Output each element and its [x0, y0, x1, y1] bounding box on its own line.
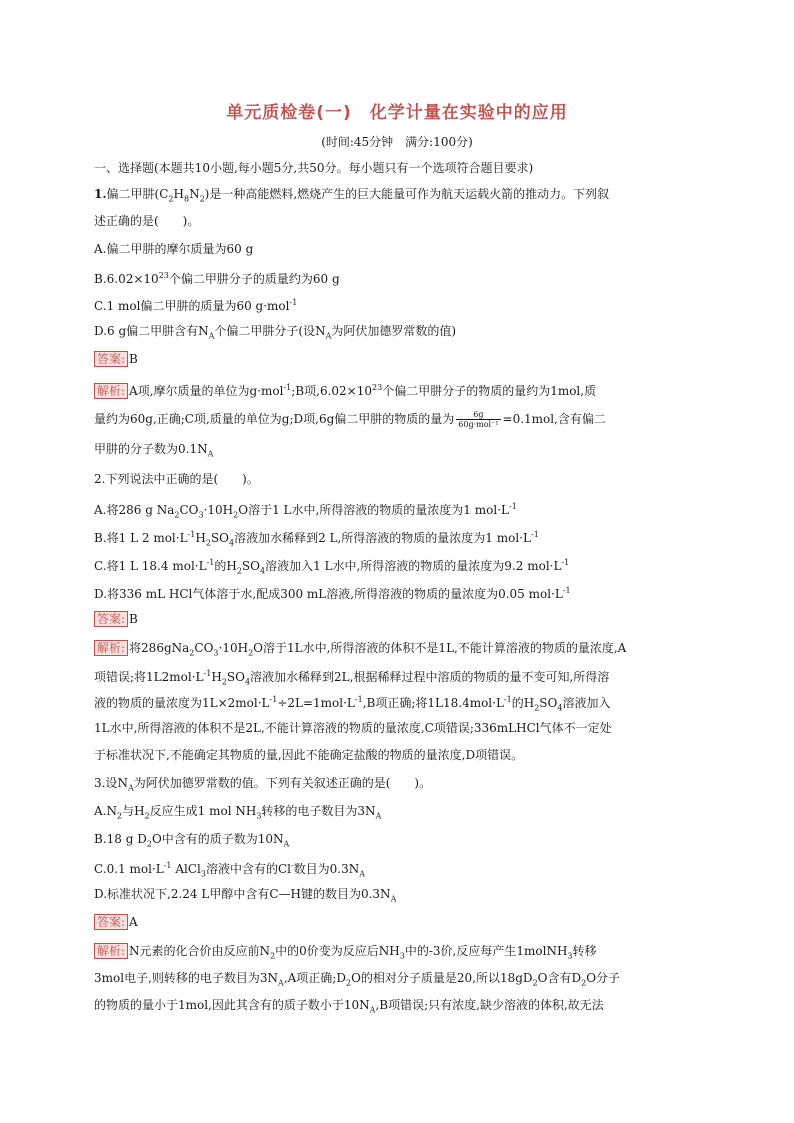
- q2-option-a: A.将286 g $Na_2CO_3\cdot 10H_2O$溶于1 L水中,所得溶液的物质的量浓度为1 $mol\cdot L^{-1}$: [94, 502, 517, 520]
- q3-analysis-line1: 解析: N元素的化合价由反应前$N_2$中的0价变为反应后$NH_3$中的-3价,反应每产生1molNH$_3$转移: [94, 943, 597, 964]
- q3-option-d: D.标准状况下,2.24 L甲醇中含有C—H键的数目为$0.3N_A$: [94, 887, 397, 904]
- answer-label: 答案:: [94, 611, 128, 627]
- q3-answer: 答案: A: [94, 914, 138, 930]
- page-title: 单元质检卷(一) 化学计量在实验中的应用: [226, 103, 568, 123]
- q3-option-c: C.0.1 $mol\cdot L^{-1}$ AlCl$_3$溶液中含有的Cl-数目为$0.3N_A$: [94, 861, 366, 879]
- answer-label: 答案:: [94, 914, 128, 930]
- analysis-label: 解析:: [94, 943, 128, 959]
- q2-option-b: B.将1 L 2 $mol\cdot L^{-1}H_2SO_4$溶液加水稀释到2 L,所得溶液的物质的量浓度为1 $mol\cdot L^{-1}$: [94, 530, 539, 548]
- q2-option-d: D.将336 mL HCl气体溶于水,配成300 mL溶液,所得溶液的物质的量浓度为0.05 $mol\cdot L^{-1}$: [94, 586, 571, 601]
- q2-answer: 答案: B: [94, 611, 138, 627]
- page-subtitle: (时间:45分钟 满分:100分): [321, 135, 473, 149]
- q3-stem: 3.设$N_A$为阿伏加德罗常数的值。下列有关叙述正确的是( )。: [94, 776, 432, 793]
- q1-answer: 答案: B: [94, 351, 138, 367]
- q2-analysis-line3: 液的物质的量浓度为$1L\times 2mol\cdot L^{-1}\div 2L=1mol\cdot L^{-1},B$项正确;将$1L18.4mol\cdot L^{-1}$的$H_2SO_4$溶液加入: [94, 695, 611, 713]
- q2-option-c: C.将1 L 18.4 $mol\cdot L^{-1}$的$H_2SO_4$溶液加入1 L水中,所得溶液的物质的量浓度为9.2 $mol\cdot L^{-1}$: [94, 558, 570, 576]
- q3-analysis-line3: 的物质的量小于1mol,因此其含有的质子数小于$10N_A,B$项错误;只有浓度,缺少溶液的体积,故无法: [94, 998, 604, 1015]
- answer-label: 答案:: [94, 351, 128, 367]
- q3-option-a: $A.N_2$与$H_2$反应生成1 mol $NH_3$转移的电子数目为$3N_A$: [94, 804, 382, 821]
- q2-analysis-line1: 解析: 将$286gNa_2CO_3\cdot 10H_2O$溶于1L水中,所得溶液的体积不是1L,不能计算溶液的物质的量浓度,A: [94, 640, 626, 661]
- q2-analysis-line2: 项错误;将$1L2mol\cdot L^{-1}H_2SO_4$溶液加水稀释到2L,根据稀释过程中溶质的物质的量不变可知,所得溶: [94, 669, 610, 687]
- q2-analysis-line4: 1L水中,所得溶液的体积不是2L,不能计算溶液的物质的量浓度,C项错误;336mLHCl气体不一定处: [94, 721, 612, 735]
- q1-stem: 1.偏二甲肼$(C_2H_8N_2)$是一种高能燃料,燃烧产生的巨大能量可作为航天运载火箭的推动力。下列叙: [94, 187, 610, 204]
- q1-option-b: $B.6.02\times 10^{23}$个偏二甲肼分子的质量约为60 g: [94, 271, 340, 286]
- q3-option-b: B.18 g $D_2O$中含有的质子数为$10N_A$: [94, 832, 290, 849]
- q1-analysis-line3: 甲肼的分子数为$0.1N_A$: [94, 442, 214, 459]
- q1-option-d: D.6 g偏二甲肼含有$N_A$个偏二甲肼分子(设$N_A$为阿伏加德罗常数的值): [94, 324, 457, 341]
- analysis-label: 解析:: [94, 383, 128, 399]
- q2-stem: 2.下列说法中正确的是( )。: [94, 472, 259, 486]
- analysis-label: 解析:: [94, 640, 128, 656]
- q1-analysis-line1: 解析: A项,摩尔质量的单位为g·mol$^{-1}$;B项$,6.02\times 10^{23}$个偏二甲肼分子的物质的量约为1mol,质: [94, 380, 596, 399]
- q1-analysis-line2: 量约为60g,正确;C项,质量的单位为g;D项,6g偏二甲肼的物质的量为 $\frac{6g}{\text{60g·mol⁻¹}}$ =0.1mol,含有偏二: [94, 410, 606, 429]
- q2-analysis-line5: 于标准状况下,不能确定其物质的量,因此不能确定盐酸的物质的量浓度,D项错误。: [94, 748, 524, 762]
- fraction: $\frac{6g}{\text{60g·mol⁻¹}}$: [458, 410, 499, 429]
- q1-option-c: C.1 mol偏二甲肼的质量为60 g·mol$^{-1}$: [94, 298, 298, 313]
- q3-analysis-line2: 3mol电子,则转移的电子数目为$3N_A,A$项正确$;D_2O$的相对分子质量是20,所以$18gD_2O$含有$D_2O$分子: [94, 971, 621, 988]
- q1-stem-line2: 述正确的是( )。: [94, 214, 200, 228]
- q1-option-a: A.偏二甲肼的摩尔质量为60 g: [94, 242, 254, 256]
- section-header: 一、选择题(本题共10小题,每小题5分,共50分。每小题只有一个选项符合题目要求): [94, 161, 534, 175]
